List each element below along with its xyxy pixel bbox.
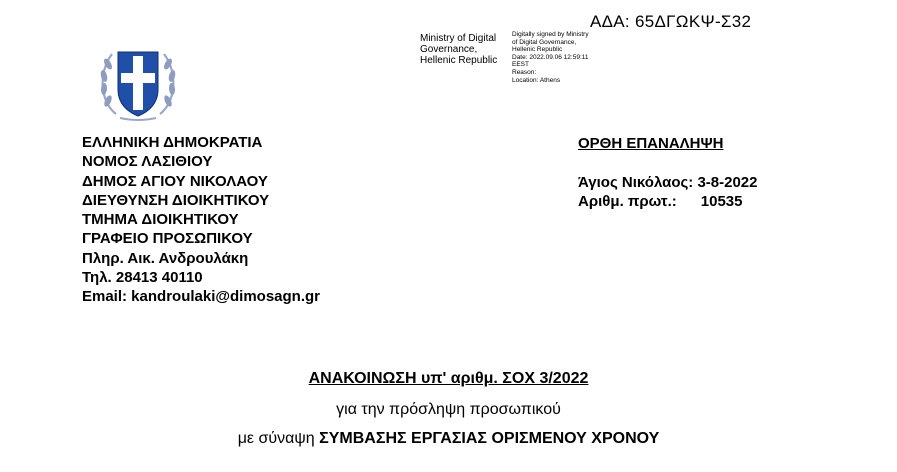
signature-detail-line: Hellenic Republic — [512, 46, 563, 54]
issuer-prefecture: ΝΟΜΟΣ ΛΑΣΙΘΙΟΥ — [82, 153, 213, 171]
protocol-label: Αριθμ. πρωτ.: — [578, 193, 677, 210]
issuer-directorate: ΔΙΕΥΘΥΝΣΗ ΔΙΟΙΚΗΤΙΚΟΥ — [82, 191, 270, 209]
announcement-subtitle: για την πρόσληψη προσωπικού — [336, 401, 561, 418]
signature-detail-line: Reason: — [512, 68, 537, 76]
signature-details — [512, 31, 589, 84]
announcement-title-text: ΑΝΑΚΟΙΝΩΣΗ υπ' αριθμ. ΣΟΧ 3/2022 — [308, 370, 589, 387]
issuer-country: ΕΛΛΗΝΙΚΗ ΔΗΜΟΚΡΑΤΙΑ — [82, 134, 263, 151]
signer-line: Hellenic Republic — [420, 55, 498, 66]
protocol-number: 10535 — [700, 193, 743, 210]
issuer-phone: Τηλ. 28413 40110 — [82, 269, 203, 287]
announcement-title — [0, 370, 897, 388]
contract-type: ΣΥΜΒΑΣΗΣ ΕΡΓΑΣΙΑΣ ΟΡΙΣΜΕΝΟΥ ΧΡΟΝΟΥ — [319, 430, 660, 447]
signer-line: Governance, — [420, 44, 478, 55]
issuer-department: ΤΜΗΜΑ ΔΙΟΙΚΗΤΙΚΟΥ — [82, 211, 239, 229]
signer-line: Ministry of Digital — [420, 33, 497, 44]
signature-detail-line: EEST — [512, 61, 529, 69]
ada-code: ΑΔΑ: 65ΔΓΩΚΨ-Σ32 — [590, 12, 752, 31]
protocol-number-line — [578, 193, 743, 210]
hellenic-republic-coat-of-arms-icon — [96, 42, 180, 122]
correction-heading: ΟΡΘΗ ΕΠΑΝΑΛΗΨΗ — [578, 135, 724, 152]
signature-detail-line: Digitally signed by Ministry — [512, 31, 589, 38]
issuer-block — [82, 133, 320, 307]
signature-detail-line: Date: 2022.09.06 12:59:11 — [512, 53, 589, 61]
place-date: Άγιος Νικόλαος: 3-8-2022 — [578, 174, 758, 191]
issuer-email: Email: kandroulaki@dimosagn.gr — [82, 288, 321, 306]
digital-signer — [420, 33, 497, 66]
issuer-contact-person: Πληρ. Αικ. Ανδρουλάκη — [82, 249, 249, 267]
issuer-municipality: ΔΗΜΟΣ ΑΓΙΟΥ ΝΙΚΟΛΑΟΥ — [82, 172, 268, 190]
signature-detail-line: of Digital Governance, — [512, 38, 577, 46]
announcement-contract-line — [0, 430, 897, 448]
signature-detail-line: Location: Athens — [512, 76, 561, 84]
issuer-office: ΓΡΑΦΕΙΟ ΠΡΟΣΩΠΙΚΟΥ — [82, 230, 253, 248]
contract-prefix: με σύναψη — [237, 430, 315, 447]
